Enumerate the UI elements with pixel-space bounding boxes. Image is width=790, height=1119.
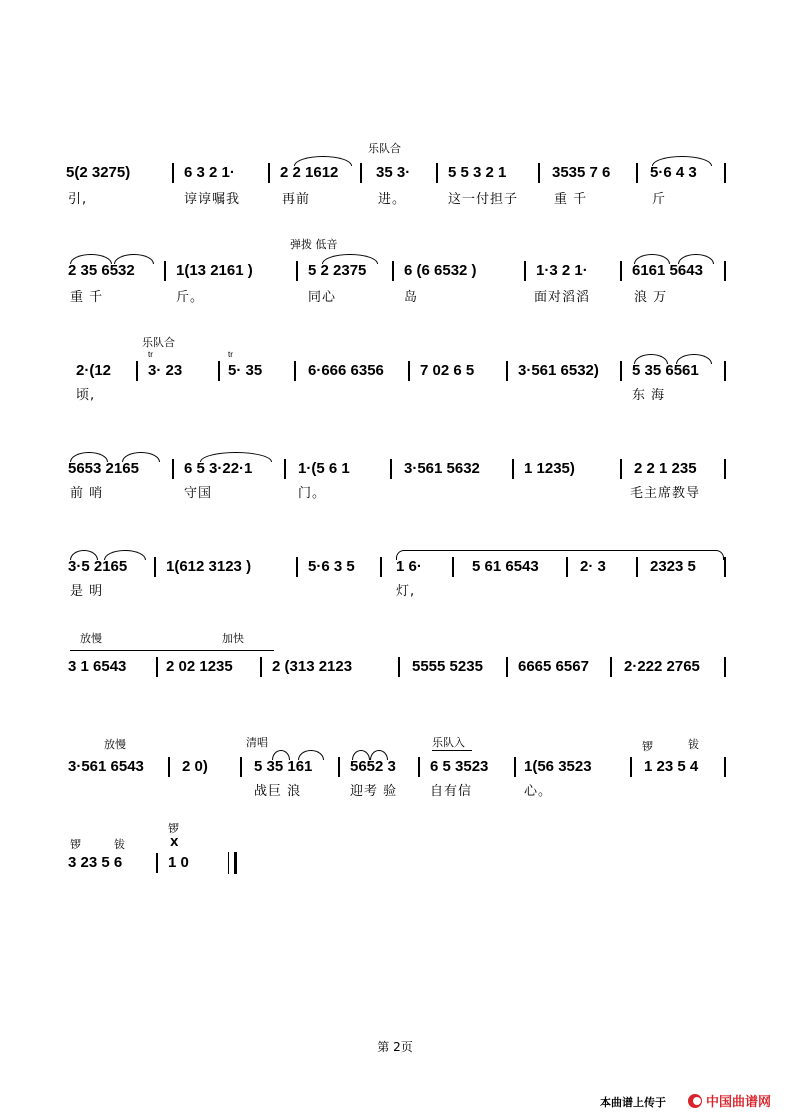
barline bbox=[506, 361, 508, 381]
measure-notes: 1 0 bbox=[168, 854, 189, 871]
barline bbox=[566, 557, 568, 577]
measure-notes: 1(13 2161 ) bbox=[176, 262, 253, 279]
lyric: 浪 万 bbox=[634, 290, 668, 305]
barline bbox=[218, 361, 220, 381]
final-barline bbox=[228, 852, 237, 874]
measure-notes: 1 6· bbox=[396, 558, 422, 575]
lyric: 门。 bbox=[298, 486, 327, 501]
barline bbox=[154, 557, 156, 577]
annotation: 放慢 bbox=[80, 632, 102, 645]
annotation: 清唱 bbox=[246, 736, 268, 749]
barline bbox=[390, 459, 392, 479]
score-row-7 bbox=[0, 732, 790, 822]
barline bbox=[636, 557, 638, 577]
page-number: 第 2页 bbox=[377, 1040, 413, 1054]
measure-notes: 2 2 1 235 bbox=[634, 460, 697, 477]
annotation: 加快 bbox=[222, 632, 244, 645]
measure-notes: 6665 6567 bbox=[518, 658, 589, 675]
measure-notes: 5(2 3275) bbox=[66, 164, 131, 181]
slur bbox=[634, 354, 668, 364]
measure-notes: 6 5 3523 bbox=[430, 758, 489, 775]
barline bbox=[620, 459, 622, 479]
measure-notes: 3 23 5 6 bbox=[68, 854, 123, 871]
lyric: 岛 bbox=[404, 290, 419, 305]
barline bbox=[392, 261, 394, 281]
measure-notes: 2 (313 2123 bbox=[272, 658, 353, 675]
lyric: 重 千 bbox=[554, 192, 588, 207]
slur bbox=[352, 750, 370, 760]
measure-notes: 5 61 6543 bbox=[472, 558, 539, 575]
annotation: 弹拨 低音 bbox=[290, 238, 338, 251]
measure-notes: 6 (6 6532 ) bbox=[404, 262, 477, 279]
measure-notes: 2 2 1612 bbox=[280, 164, 339, 181]
barline bbox=[538, 163, 540, 183]
measure-notes: 3·561 5632 bbox=[404, 460, 480, 477]
slur bbox=[122, 452, 160, 462]
entry-line bbox=[432, 750, 472, 751]
measure-notes: 5652 3 bbox=[350, 758, 396, 775]
measure-notes: 3 1 6543 bbox=[68, 658, 127, 675]
barline bbox=[514, 757, 516, 777]
lyric: 重 千 bbox=[70, 290, 104, 305]
lyric: 迎考 验 bbox=[350, 784, 398, 799]
lyric: 斤。 bbox=[176, 290, 205, 305]
slur bbox=[676, 354, 712, 364]
barline bbox=[156, 853, 158, 873]
measure-notes: 6·666 6356 bbox=[308, 362, 384, 379]
measure-notes: 6161 5643 bbox=[632, 262, 703, 279]
measure-notes: 35 3· bbox=[376, 164, 411, 181]
annotation: 锣 bbox=[642, 740, 653, 753]
barline bbox=[724, 459, 726, 479]
lyric: 是 明 bbox=[70, 584, 104, 599]
barline bbox=[268, 163, 270, 183]
barline bbox=[724, 163, 726, 183]
slur bbox=[200, 452, 272, 462]
slur bbox=[322, 254, 378, 264]
measure-notes: 1 1235) bbox=[524, 460, 575, 477]
trill-mark: tr bbox=[148, 350, 153, 359]
barline bbox=[524, 261, 526, 281]
barline bbox=[172, 163, 174, 183]
lyric: 前 哨 bbox=[70, 486, 104, 501]
barline bbox=[136, 361, 138, 381]
slur bbox=[70, 452, 108, 462]
barline bbox=[512, 459, 514, 479]
barline bbox=[380, 557, 382, 577]
measure-notes: 1(56 3523 bbox=[524, 758, 592, 775]
barline bbox=[360, 163, 362, 183]
lyric: 心。 bbox=[524, 784, 553, 799]
score-row-2 bbox=[0, 236, 790, 326]
barline bbox=[724, 757, 726, 777]
measure-notes: 5 35 6561 bbox=[632, 362, 699, 379]
measure-notes: 2·(12 bbox=[76, 362, 112, 379]
barline bbox=[338, 757, 340, 777]
measure-notes: 5653 2165 bbox=[68, 460, 139, 477]
annotation: X bbox=[170, 836, 179, 849]
lyric: 顷, bbox=[76, 388, 96, 403]
slur bbox=[104, 550, 146, 560]
barline bbox=[284, 459, 286, 479]
barline bbox=[724, 261, 726, 281]
score-row-4 bbox=[0, 440, 790, 530]
score-row-8 bbox=[0, 818, 790, 908]
slur bbox=[70, 254, 112, 264]
measure-notes: 6 5 3·22·1 bbox=[184, 460, 253, 477]
lyric: 自有信 bbox=[430, 784, 473, 799]
annotation: 钹 bbox=[114, 838, 125, 851]
barline bbox=[724, 557, 726, 577]
slur bbox=[70, 550, 98, 560]
measure-notes: 1 23 5 4 bbox=[644, 758, 699, 775]
lyric: 引, bbox=[68, 192, 88, 207]
measure-notes: 5·6 3 5 bbox=[308, 558, 355, 575]
annotation: 锣 bbox=[70, 838, 81, 851]
lyric: 灯, bbox=[396, 584, 416, 599]
annotation: 乐队合 bbox=[142, 336, 175, 349]
barline bbox=[630, 757, 632, 777]
lyric: 毛主席教导 bbox=[630, 486, 701, 501]
score-row-3 bbox=[0, 334, 790, 424]
measure-notes: 3·5 2165 bbox=[68, 558, 128, 575]
barline bbox=[636, 163, 638, 183]
barline bbox=[296, 261, 298, 281]
barline bbox=[620, 261, 622, 281]
lyric: 守国 bbox=[184, 486, 213, 501]
measure-notes: 5 35 161 bbox=[254, 758, 313, 775]
barline bbox=[610, 657, 612, 677]
measure-notes: 2 35 6532 bbox=[68, 262, 135, 279]
barline bbox=[452, 557, 454, 577]
tempo-line bbox=[70, 650, 274, 651]
slur bbox=[678, 254, 714, 264]
barline bbox=[240, 757, 242, 777]
annotation: 放慢 bbox=[104, 738, 126, 751]
lyric: 进。 bbox=[378, 192, 407, 207]
measure-notes: 3·561 6543 bbox=[68, 758, 144, 775]
trill-mark: tr bbox=[228, 350, 233, 359]
barline bbox=[172, 459, 174, 479]
annotation: 锣 bbox=[168, 822, 179, 835]
lyric: 这一付担子 bbox=[448, 192, 519, 207]
measure-notes: 5555 5235 bbox=[412, 658, 483, 675]
barline bbox=[436, 163, 438, 183]
measure-notes: 1·(5 6 1 bbox=[298, 460, 350, 477]
barline bbox=[156, 657, 158, 677]
barline bbox=[724, 657, 726, 677]
measure-notes: 3535 7 6 bbox=[552, 164, 611, 181]
barline bbox=[398, 657, 400, 677]
barline bbox=[260, 657, 262, 677]
slur bbox=[114, 254, 154, 264]
barline bbox=[506, 657, 508, 677]
lyric: 战巨 浪 bbox=[254, 784, 302, 799]
lyric: 同心 bbox=[308, 290, 337, 305]
measure-notes: 7 02 6 5 bbox=[420, 362, 475, 379]
measure-notes: 3· 23 bbox=[148, 362, 183, 379]
measure-notes: 3·561 6532) bbox=[518, 362, 599, 379]
slur bbox=[370, 750, 388, 760]
barline bbox=[418, 757, 420, 777]
score-row-1 bbox=[0, 140, 790, 230]
slur bbox=[298, 750, 324, 760]
barline bbox=[620, 361, 622, 381]
annotation: 钹 bbox=[688, 738, 699, 751]
measure-notes: 6 3 2 1· bbox=[184, 164, 235, 181]
barline bbox=[164, 261, 166, 281]
slur bbox=[634, 254, 670, 264]
measure-notes: 2· 3 bbox=[580, 558, 606, 575]
measure-notes: 5·6 4 3 bbox=[650, 164, 697, 181]
slur bbox=[652, 156, 712, 166]
annotation: 乐队入 bbox=[432, 736, 465, 749]
upload-note: 本曲谱上传于 bbox=[600, 1096, 666, 1109]
measure-notes: 2323 5 bbox=[650, 558, 696, 575]
lyric: 谆谆嘱我 bbox=[184, 192, 241, 207]
measure-notes: 1(612 3123 ) bbox=[166, 558, 252, 575]
lyric: 斤 bbox=[652, 192, 667, 207]
site-logo bbox=[686, 1090, 786, 1112]
annotation: 乐队合 bbox=[368, 142, 401, 155]
slur bbox=[272, 750, 290, 760]
measure-notes: 2 02 1235 bbox=[166, 658, 233, 675]
barline bbox=[296, 557, 298, 577]
lyric: 面对滔滔 bbox=[534, 290, 591, 305]
barline bbox=[724, 361, 726, 381]
svg-text:中国曲谱网: 中国曲谱网 bbox=[706, 1094, 772, 1109]
lyric: 东 海 bbox=[632, 388, 666, 403]
measure-notes: 5 5 3 2 1 bbox=[448, 164, 507, 181]
score-row-5 bbox=[0, 538, 790, 628]
measure-notes: 1·3 2 1· bbox=[536, 262, 588, 279]
measure-notes: 2·222 2765 bbox=[624, 658, 700, 675]
score-row-6 bbox=[0, 630, 790, 720]
lyric: 再前 bbox=[282, 192, 311, 207]
barline bbox=[168, 757, 170, 777]
measure-notes: 5· 35 bbox=[228, 362, 263, 379]
barline bbox=[294, 361, 296, 381]
slur bbox=[294, 156, 352, 166]
measure-notes: 2 0) bbox=[182, 758, 208, 775]
measure-notes: 5 2 2375 bbox=[308, 262, 367, 279]
barline bbox=[408, 361, 410, 381]
